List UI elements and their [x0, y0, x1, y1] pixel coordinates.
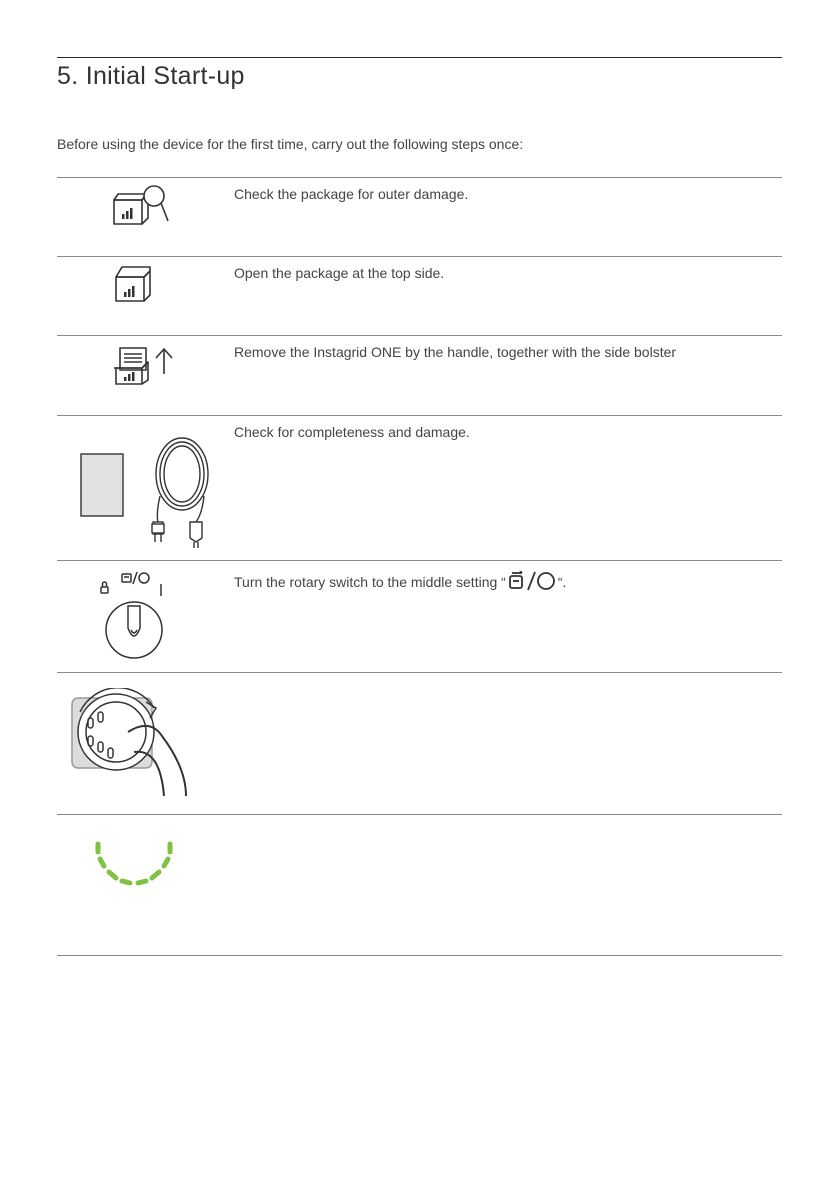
intro-text: Before using the device for the first time, carry out the following steps once: — [57, 136, 524, 152]
rotary-switch-icon — [98, 570, 168, 666]
manual-and-cable-icon — [78, 434, 218, 550]
row-divider — [57, 256, 782, 257]
row-divider — [57, 415, 782, 416]
plug-rotate-icon — [70, 688, 200, 800]
box-magnifier-icon — [108, 184, 170, 226]
row-divider — [57, 335, 782, 336]
page-title: 5. Initial Start-up — [57, 62, 245, 90]
row-divider — [57, 177, 782, 178]
row-divider — [57, 560, 782, 561]
row-divider — [57, 955, 782, 956]
green-led-ring-icon — [90, 836, 178, 892]
open-box-icon — [112, 265, 156, 303]
row-divider — [57, 672, 782, 673]
step-5-text-after: “. — [557, 574, 567, 590]
header-rule — [57, 57, 782, 58]
row-divider — [57, 814, 782, 815]
step-2-text: Open the package at the top side. — [234, 265, 445, 281]
step-1-text: Check the package for outer damage. — [234, 186, 469, 202]
power-off-symbol-icon — [508, 571, 556, 594]
step-5-text-before: Turn the rotary switch to the middle setting “ — [234, 574, 506, 590]
step-4-text: Check for completeness and damage. — [234, 424, 470, 440]
step-3-text: Remove the Instagrid ONE by the handle, together with the side bolster — [234, 344, 677, 360]
step-5-text — [234, 571, 566, 594]
remove-device-icon — [110, 344, 180, 386]
